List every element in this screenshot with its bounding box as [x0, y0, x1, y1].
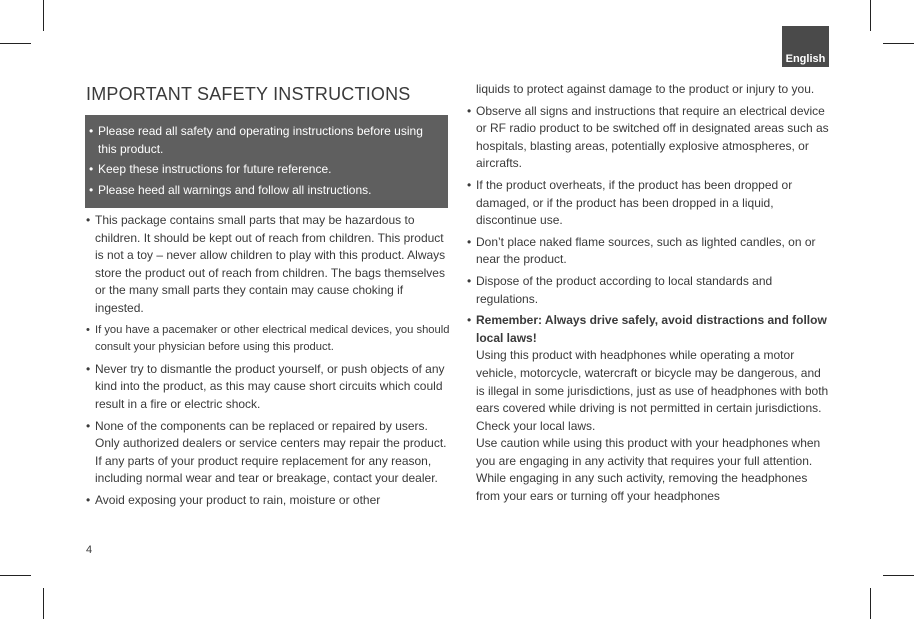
list-item: • This package contains small parts that may be hazardous to children. It should be kept out of reach from children. This product is not a toy – never allow children to play with this product. Always store the product out of reach from children. The bags themselves or the many small parts they contain may cause choking if ingested. — [86, 212, 450, 318]
page-number: 4 — [86, 544, 93, 556]
crop-mark — [0, 575, 31, 576]
right-column — [467, 81, 832, 510]
remember-heading: • Remember: Always drive safely, avoid distractions and follow local laws! — [476, 313, 827, 345]
highlight-box — [85, 115, 448, 208]
crop-mark — [883, 575, 914, 576]
crop-mark — [43, 588, 44, 619]
list-item-continuation: liquids to protect against damage to the product or injury to you. — [476, 82, 815, 96]
list-item: • Dispose of the product according to local standards and regulations. — [467, 273, 832, 308]
box-item: • Keep these instructions for future reference. — [89, 161, 442, 179]
list-item: • If the product overheats, if the product has been dropped or damaged, or if the product has been dropped in a liquid, discontinue use. — [467, 177, 832, 230]
language-tab-label: English — [785, 53, 826, 65]
left-column — [86, 212, 450, 514]
box-item: • Please read all safety and operating instructions before using this product. — [89, 123, 442, 158]
list-item: • Don’t place naked flame sources, such as lighted candles, on or near the product. — [467, 234, 832, 269]
page-title: IMPORTANT SAFETY INSTRUCTIONS — [86, 84, 411, 104]
box-item: • Please heed all warnings and follow all instructions. — [89, 182, 442, 200]
list-item: • Observe all signs and instructions that require an electrical device or RF radio product to be switched off in designated areas such as hospitals, blasting areas, potentially explosive atmospheres, or aircrafts. — [467, 103, 832, 173]
list-item: • Never try to dismantle the product yourself, or push objects of any kind into the product, as this may cause short circuits which could result in a fire or electric shock. — [86, 361, 450, 414]
list-item: • Avoid exposing your product to rain, moisture or other — [86, 492, 450, 510]
remember-paragraph: Using this product with headphones while operating a motor vehicle, motorcycle, watercraft or bicycle may be dangerous, and is illegal in some jurisdictions, just as use of headphones with both ears covered while driving is not permitted in certain jurisdictions. Check your local laws. — [476, 348, 829, 433]
crop-mark — [870, 0, 871, 31]
crop-mark — [43, 0, 44, 31]
crop-mark — [883, 43, 914, 44]
list-item: • If you have a pacemaker or other electrical medical devices, you should consult your physician before using this product. — [86, 322, 450, 357]
crop-mark — [0, 43, 31, 44]
remember-paragraph: Use caution while using this product with your headphones when you are engaging in any activity that requires your full attention. While engaging in any such activity, removing the headphones from your ears or turning off your headphones — [476, 436, 821, 504]
list-item: • None of the components can be replaced or repaired by users. Only authorized dealers or service centers may repair the product. If any parts of your product require replacement for any reason, including normal wear and tear or breakage, contact your dealer. — [86, 418, 450, 488]
language-tab — [782, 26, 829, 67]
remember-item — [467, 312, 832, 506]
crop-mark — [870, 588, 871, 619]
